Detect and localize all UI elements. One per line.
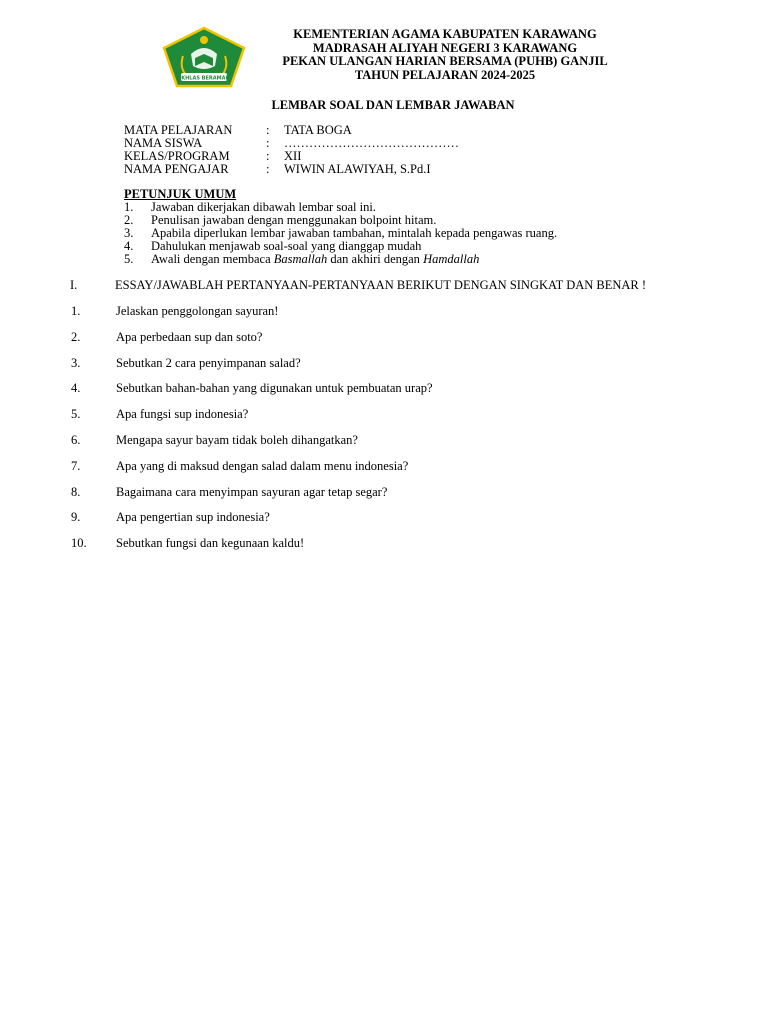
- info-label: MATA PELAJARAN: [124, 123, 233, 137]
- header-year: TAHUN PELAJARAN 2024-2025: [354, 67, 536, 82]
- logo-banner-text: IKHLAS BERAMAL: [179, 75, 229, 82]
- info-label: KELAS/PROGRAM: [124, 149, 230, 163]
- question-item: [71, 356, 433, 382]
- document-header: [255, 28, 635, 82]
- question-item: [71, 304, 433, 330]
- info-label: NAMA PENGAJAR: [124, 162, 229, 176]
- question-number: 6.: [71, 432, 81, 447]
- question-number: 9.: [71, 510, 81, 525]
- question-text: Bagaimana cara menyimpan sayuran agar tetap segar?: [116, 484, 388, 499]
- instruction-text-part: dan akhiri dengan: [327, 252, 424, 266]
- header-exam: PEKAN ULANGAN HARIAN BERSAMA (PUHB) GANJIL: [282, 54, 608, 68]
- section-title: ESSAY/JAWABLAH PERTANYAAN-PERTANYAAN BERIKUT DENGAN SINGKAT DAN BENAR !: [115, 278, 647, 292]
- section-number: I.: [70, 278, 78, 292]
- instruction-number: 4.: [124, 239, 134, 253]
- section-heading: [70, 278, 646, 293]
- question-number: 1.: [71, 304, 81, 318]
- info-value: TATA BOGA: [284, 123, 352, 137]
- info-value: ……………………………………: [284, 136, 459, 150]
- question-text: Mengapa sayur bayam tidak boleh dihangatkan?: [116, 432, 358, 447]
- hamdallah-term: Hamdallah: [423, 252, 480, 266]
- question-item: [71, 330, 433, 356]
- header-school: MADRASAH ALIYAH NEGERI 3 KARAWANG: [312, 40, 578, 55]
- question-text: Sebutkan 2 cara penyimpanan salad?: [116, 355, 301, 370]
- question-item: [71, 407, 433, 433]
- question-number: 8.: [71, 484, 81, 499]
- info-colon: :: [266, 162, 270, 176]
- instruction-number: 3.: [124, 226, 134, 240]
- info-value: XII: [284, 149, 302, 163]
- instruction-text-part: Awali dengan membaca: [151, 252, 274, 266]
- question-text: Apa perbedaan sup dan soto?: [116, 329, 263, 344]
- instruction-text: Apabila diperlukan lembar jawaban tambahan, mintalah kepada pengawas ruang.: [151, 226, 558, 240]
- document-title: LEMBAR SOAL DAN LEMBAR JAWABAN: [271, 98, 515, 112]
- instruction-number: 2.: [124, 213, 134, 227]
- instruction-item: [124, 253, 557, 266]
- instruction-text: [151, 253, 479, 266]
- instruction-number: 5.: [124, 252, 134, 266]
- question-text: Jelaskan penggolongan sayuran!: [116, 304, 279, 318]
- student-info: [124, 124, 459, 176]
- question-number: 5.: [71, 407, 81, 422]
- info-label: NAMA SISWA: [124, 136, 203, 150]
- question-item: [71, 485, 433, 511]
- question-number: 10.: [71, 536, 87, 551]
- question-text: Apa fungsi sup indonesia?: [116, 407, 249, 422]
- info-colon: :: [266, 149, 270, 163]
- info-colon: :: [266, 136, 270, 150]
- basmallah-term: Basmallah: [273, 252, 328, 266]
- question-item: [71, 433, 433, 459]
- instruction-number: 1.: [124, 200, 134, 214]
- question-item: [71, 459, 433, 485]
- question-number: 3.: [71, 355, 81, 370]
- question-text: Apa pengertian sup indonesia?: [116, 510, 270, 525]
- header-ministry: KEMENTERIAN AGAMA KABUPATEN KARAWANG: [293, 27, 597, 41]
- question-text: Apa yang di maksud dengan salad dalam menu indonesia?: [116, 458, 409, 473]
- general-instructions: [124, 188, 557, 266]
- kemenag-emblem-icon: [161, 26, 247, 88]
- info-colon: :: [266, 123, 270, 137]
- info-value: WIWIN ALAWIYAH, S.Pd.I: [284, 162, 431, 176]
- instruction-text: Dahulukan menjawab soal-soal yang dianggap mudah: [151, 239, 422, 253]
- instructions-title: PETUNJUK UMUM: [124, 187, 237, 201]
- question-item: [71, 536, 433, 562]
- question-number: 2.: [71, 329, 81, 344]
- question-list: [71, 304, 433, 562]
- info-row-teacher: [124, 163, 459, 176]
- question-text: Sebutkan bahan-bahan yang digunakan untuk pembuatan urap?: [116, 381, 433, 396]
- question-text: Sebutkan fungsi dan kegunaan kaldu!: [116, 536, 305, 551]
- question-number: 7.: [71, 458, 81, 473]
- question-item: [71, 381, 433, 407]
- instruction-text: Jawaban dikerjakan dibawah lembar soal ini.: [151, 200, 376, 214]
- instruction-text: Penulisan jawaban dengan menggunakan bolpoint hitam.: [151, 213, 437, 227]
- question-item: [71, 510, 433, 536]
- question-number: 4.: [71, 381, 81, 396]
